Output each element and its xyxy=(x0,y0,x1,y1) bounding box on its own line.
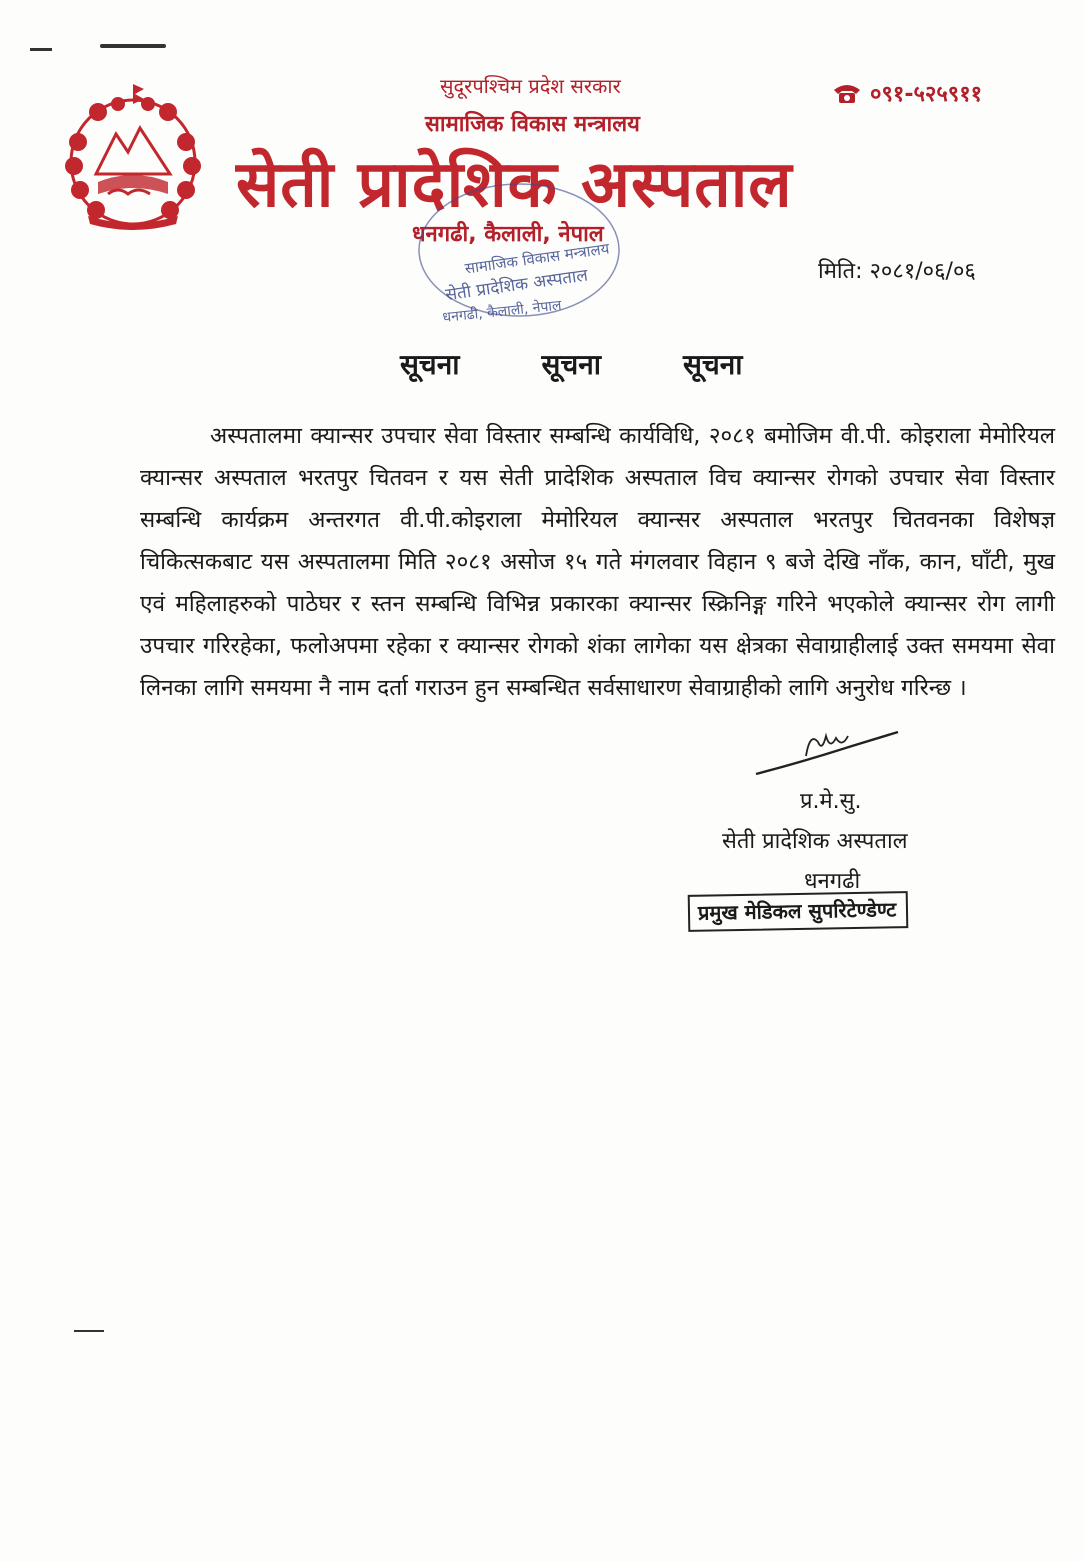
notice-body: अस्पतालमा क्यान्सर उपचार सेवा विस्तार सम्बन्धि कार्यविधि, २०८१ बमोजिम वी.पी. कोइराला मेमोरियल क्यान्सर अस्पताल भरतपुर चितवन र यस सेती प्रादेशिक अस्पताल विच क्यान्सर रोगको उपचार सेवा विस्तार सम्बन्धि कार्यक्रम अन्तरगत वी.पी.कोइराला मेमोरियल क्यान्सर अस्पताल भरतपुर चितवनका विशेषज्ञ चिकित्सकबाट यस अस्पतालमा मिति २०८१ असोज १५ गते मंगलवार विहान ९ बजे देखि नाँक, कान, घाँटी, मुख एवं महिलाहरुको पाठेघर र स्तन सम्बन्धि विभिन्न प्रकारका क्यान्सर स्क्रिनिङ्ग गरिने भएकोले क्यान्सर रोग लागी उपचार गरिरहेका, फलोअपमा रहेका र क्यान्सर रोगको शंका लागेका यस क्षेत्रका सेवाग्राहीलाई उक्त समयमा सेवा लिनका लागि समयमा नै नाम दर्ता गराउन हुन सम्बन्धित सर्वसाधारण सेवाग्राहीको लागि अनुरोध गरिन्छ । xyxy=(140,423,1055,701)
nepal-emblem-icon xyxy=(58,82,208,232)
seal-line-1: सामाजिक विकास मन्त्रालय xyxy=(463,239,611,278)
ministry-name: सामाजिक विकास मन्त्रालय xyxy=(425,112,640,137)
hospital-address: धनगढी, कैलाली, नेपाल xyxy=(412,222,604,247)
signatory-title: प्र.मे.सु. xyxy=(800,789,862,814)
notice-date: मिति: २०८१/०६/०६ xyxy=(818,259,976,284)
scan-mark-bottom-left xyxy=(74,1330,104,1332)
seal-text xyxy=(442,239,611,326)
government-name: सुदूरपश्चिम प्रदेश सरकार xyxy=(440,74,621,98)
signatory-organization: सेती प्रादेशिक अस्पताल xyxy=(722,829,908,854)
handwritten-signature xyxy=(752,722,902,782)
notice-heading: सूचना xyxy=(541,348,602,381)
seal-line-2: सेती प्रादेशिक अस्पताल xyxy=(444,265,590,306)
phone-number xyxy=(832,78,982,108)
notice-heading: सूचना xyxy=(400,348,460,381)
signatory-place: धनगढी xyxy=(804,869,861,894)
notice-headings xyxy=(400,345,820,383)
designation-stamp: प्रमुख मेडिकल सुपरिटेण्डेण्ट xyxy=(688,891,909,932)
notice-heading: सूचना xyxy=(683,348,743,381)
telephone-icon xyxy=(832,82,862,104)
scan-mark-pin xyxy=(100,44,166,48)
office-seal-stamp xyxy=(412,178,627,328)
scan-mark-top-left xyxy=(30,48,52,51)
phone-text: ०९१-५२५९११ xyxy=(870,82,983,107)
hospital-name: सेती प्रादेशिक अस्पताल xyxy=(236,148,793,222)
seal-line-3: धनगढी, कैलाली, नेपाल xyxy=(441,297,563,326)
